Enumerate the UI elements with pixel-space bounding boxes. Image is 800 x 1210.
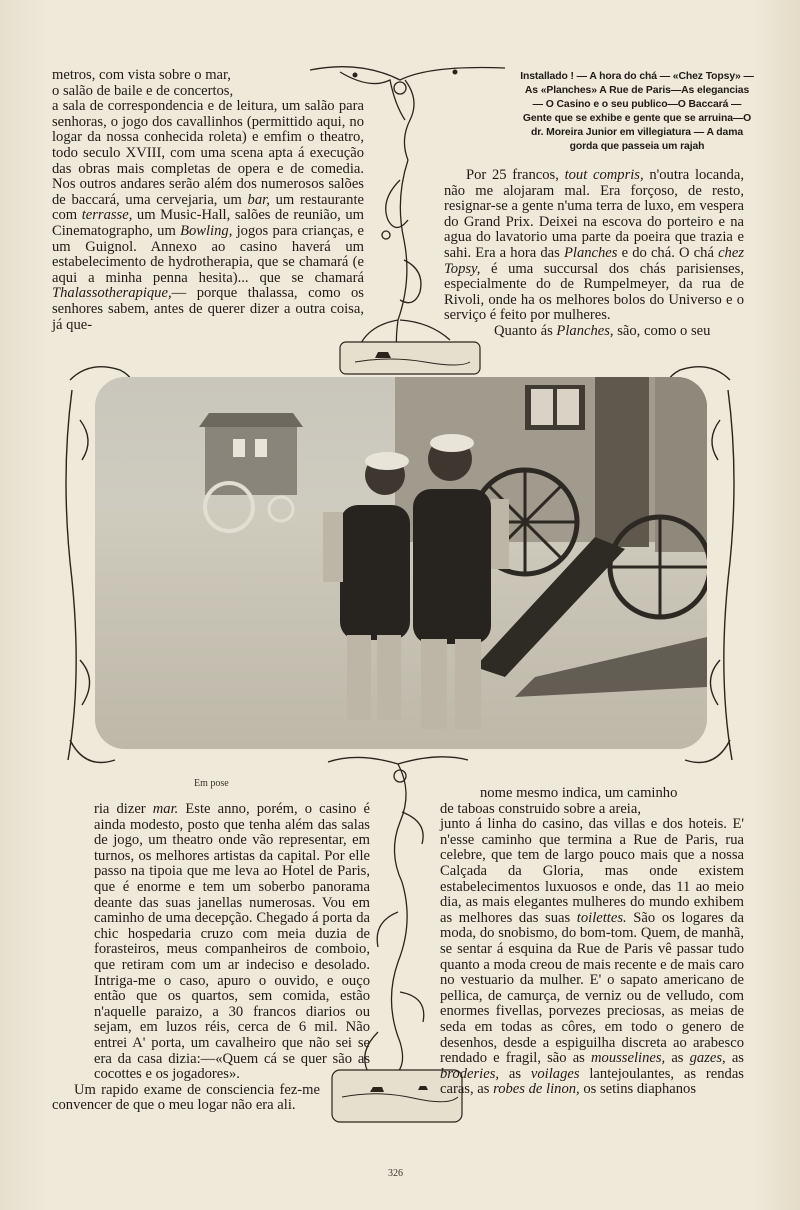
paragraph: Por 25 francos, tout compris, n'outra locanda, não me alojaram mal. Era forçoso, de resto, resignar-se a gente n'uma terra de luxo, em vespera do Grand Prix. Deixei na escova do porteiro e na agua do lavatorio uma parte da poeira que trazia e sahi. Era a hora das Planches e do chá. O chá chez Topsy, é uma succursal dos chás parisienses, especialmente do de Rumpelmeyer, da rua de Rivoli, onde ha os melhores bolos do Universo e o serviço é feito por mulheres. bbox=[444, 167, 744, 324]
photograph-bathers bbox=[95, 377, 707, 749]
ornament-vine-top bbox=[300, 60, 515, 380]
article-summary: Installado ! — A hora do chá — «Chez Topsy» —As «Planches» A Rue de Paris—As elegancias — O Casino e o seu publico—O Baccará — Gente que se exhibe e gente que se arruina—O dr. Moreira Junior em villegiatura — A dama gorda que passeia um rajah bbox=[520, 71, 754, 152]
column-bottom-right bbox=[440, 786, 744, 1098]
paragraph: metros, com vista sobre o mar, bbox=[52, 67, 231, 83]
paragraph: o salão de baile e de concertos, bbox=[52, 82, 234, 99]
page-number: 326 bbox=[388, 1168, 403, 1179]
paragraph: nome mesmo indica, um caminho bbox=[480, 785, 678, 801]
paragraph: junto á linha do casino, das villas e dos hoteis. E' n'esse caminho que termina a Rue de Paris, rua celebre, que tem de largo pouco mais que a nossa Calçada da Gloria, mas onde existem estabelecimentos luxuosos e onde, das 11 ao meio dia, as mais elegantes mulheres do mundo exhibem as melhores das suas toilettes. São os logares da moda, do snobismo, do bom-tom. Quem, de manhã, se sentar á esquina da Rue de Paris vê passar tudo quanto a moda creou de mais recente e de mais caro no vestuario da mulher. E' o sapato americano de pellica, de camurça, de verniz ou de velludo, com enormes fivellas, porvezes preciosas, as meias de seda em todas as côres, em todo o genero de desenhos, desde a espiguilha discreta ao arabesco rendado e fragil, são as mousselines, as gazes, as broderies, as voilages lantejoulantes, as rendas caras, as robes de linon, os setins diaphanos bbox=[440, 816, 744, 1098]
paragraph: Um rapido exame de consciencia fez-me convencer de que o meu logar não era ali. bbox=[52, 1081, 320, 1114]
paragraph: ria dizer mar. Este anno, porém, o casino é ainda modesto, posto que tenha além das salas de jogo, um theatro onde vão representar, em turnos, os melhores artistas da capital. Por elle passo na tipoia que me leva ao Hotel de Paris, que é enorme e tem um soberbo panorama deante das suas janellas numerosas. Vou em caminho de uma decepção. Chegado á porta da chic hospedaria cruzo com meia duzia de forasteiros, meus companheiros de comboio, que retiram com um ar indeciso e desolado. Intriga-me o caso, apuro o ouvido, e ouço então que os quartos, sem comida, estão n'aquelle paraizo, a 30 francos diarios ou sejam, em luzos réis, cerca de 6 mil. Não entrei A' porta, um cavalheiro que não sei se era da casa dizia:—«Quem cá se quer são as cocottes e os jogadores». bbox=[94, 801, 370, 1083]
photo-caption: Em pose bbox=[194, 778, 229, 789]
column-bottom-left bbox=[52, 802, 370, 1114]
paragraph: Quanto ás Planches, são, como o seu bbox=[494, 322, 711, 339]
paragraph: de taboas construido sobre a areia, bbox=[440, 800, 641, 817]
paragraph: a sala de correspondencia e de leitura, um salão para senhoras, o jogo dos cavallinhos (permittido aqui, no logar da nossa conhecida roleta) e emfim o theatro, todo seculo XVIII, com uma scena apta á execução das obras mais completas de opera e de comedia. Nos outros andares serão além dos numerosos salões de baccará, uma cervejaria, um bar, um restaurante com terrasse, um Music-Hall, salões de reunião, um Cinematographo, um Bowling, jogos para crianças, e um Guignol. Annexo ao casino haverá um estabelecimento de hydrotherapia, que se chamará (e aqui a minha penna hesita)... que se chamará Thalassotherapique,— porque thalassa, como os senhores sabem, antes de querer dizer a outra coisa, já que- bbox=[52, 98, 364, 333]
photo-illustration bbox=[95, 377, 707, 749]
